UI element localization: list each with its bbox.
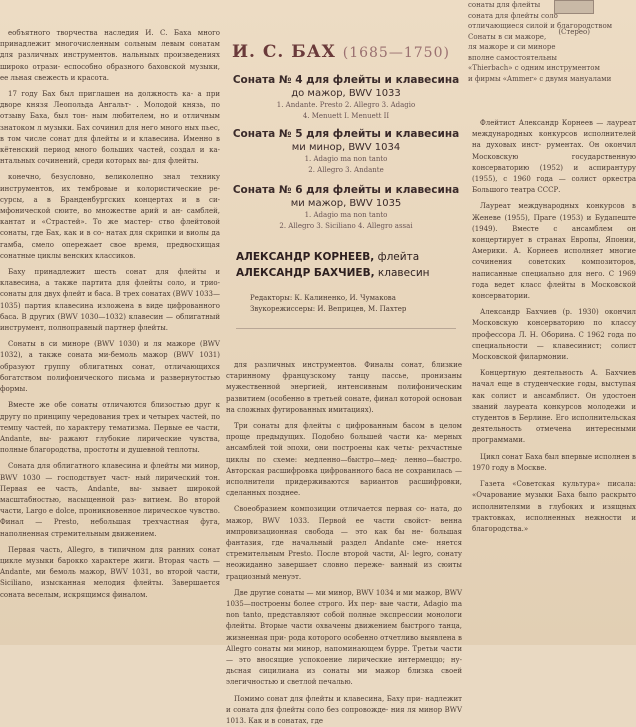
right-paragraph: Флейтист Александр Корнеев — лауреат международных конкурсов исполнителей на духовых инст- рументах. Он окончил Московскую государственную консерваторию (1952) и аспирантуру (1955), с 1960 года — солист оркестра Большого театра СССР.: [472, 119, 636, 195]
sonata-key: ми мажор, BWV 1035: [290, 198, 402, 209]
page-title: [232, 42, 450, 62]
sonata-title: Соната № 5 для флейты и клавесина: [232, 128, 460, 140]
middle-notes-column: [226, 360, 462, 726]
left-paragraph: Первая часть, Allegro, в типичном для ранних сонат цикле музыки барокко характере жиги. Вторая часть — Andante, ми бемоль мажор, BWV 1031, во второй части, Siciliano, изысканная мелодия флейты. Завершается соната веселым, искрящимся финалом.: [0, 545, 220, 599]
performer-role: клавесин: [374, 267, 430, 279]
composer-years: (1685—1750): [342, 45, 450, 61]
sonata-key: до мажор, BWV 1033: [291, 88, 401, 99]
right-top-notes: [468, 0, 636, 112]
middle-paragraph: для различных инструментов. Финалы сонат, близкие старинному французскому танцу пассье, пронизаны мужественной энергией, интенсивным полифоническим развитием (особенно в третьей сонате, финал которой основан на сложных фугированных имитациях).: [226, 361, 462, 414]
right-paragraph: Александр Бахчиев (р. 1930) окончил Московскую консерваторию по классу профессора Л. Н. Оборина. С 1962 года по специальности — клавесинист; солист Московской филармонии.: [472, 308, 636, 362]
sonata-6: [226, 184, 466, 232]
right-top-line: отличающиеся силой и благородством: [468, 22, 613, 30]
right-top-line: сонаты для флейты: [468, 1, 541, 9]
sonata-movements: 1. Adagio ma non tanto: [304, 155, 388, 163]
right-paragraph: Концертную деятельность А. Бахчиев начал еще в студенческие годы, выступая как солист и ансамблист. Он удостоен званий лауреата конкурсов молодежи и студентов в Берлине. Его исполнительская деятельность отмечена интересными программами.: [472, 369, 636, 445]
right-paragraph: Газета «Советская культура» писала: «Очарование музыки Баха было раскрыто исполнителями в глубоких и изящных трактовках, исполненных нежности и благородства.»: [472, 480, 636, 533]
sonata-title: Соната № 6 для флейты и клавесина: [232, 184, 460, 196]
sonata-movements: 4. Menuett I. Menuett II: [302, 112, 390, 120]
sonata-key: ми минор, BWV 1034: [291, 142, 401, 153]
performer-harpsichord: [236, 266, 476, 280]
left-paragraph: Сонаты в си миноре (BWV 1030) и ля мажоре (BWV 1032), а также соната ми-бемоль мажор (BWV 1031) образуют группу облигатных сонат, отличающихся богатством полифонического письма и развернутостью формы.: [0, 340, 220, 394]
left-paragraph: еобъятного творчества наследия И. С. Баха много принадлежит многочисленным сольным левым сонатам для различных инструментов. нальныых произведениях широко отрази- еспособно образного баховской музыки, ее льная свежесть и красота.: [0, 29, 220, 82]
right-top-line: ля мажоре и си миноре: [468, 43, 556, 51]
performer-name: АЛЕКСАНДР БАХЧИЕВ,: [236, 267, 375, 279]
left-paragraph: 17 году Бах был приглашен на должность ка- а при дворе князя Леопольда Ангальт- . Молодой князь, по отзыву Баха, был тон- ным любителем, но и отличным знатоком л музыки. Бах сочинил для него много ных пьес, в том числе сонат для флейты и и клавесина. Именно в кётенский период много больших частей, создал и ка- нтальных сочинений, среди которых вы- для флейты.: [0, 90, 220, 166]
performer-role: флейта: [374, 251, 420, 263]
performer-flute: [236, 250, 476, 264]
left-paragraph: Соната для облигатного клавесина и флейты ми минор, BWV 1030 — господствует част- ный лирический тон. Первая ее часть, Andante, вы- зывает широкой масштабностью, насыщенной раз- витием. Во второй части, Largo e dolce, проникновенное лирическое чувство. Финал — Presto, небольшая трехчастная фуга, наполненная стремительным движением.: [0, 462, 220, 538]
catalog-number: (Стерео): [558, 28, 590, 36]
middle-paragraph: Помимо сонат для флейты и клавесина, Баху при- надлежит и соната для флейты соло без сопровожде- ния ля минор BWV 1013. Как и в сонатах, где: [226, 694, 462, 726]
left-paragraph: конечно, безусловно, великолепно знал технику инструментов, их тембровые и колористические ре- сурсы, а в Бранденбургских концертах и в си- мфонической сюите, во множестве арий и ан- самблей, кантат и «Страстей». То же мастер- ство флейтовой сонаты, где Бах, как и в со- натах для скрипки и виолы да гамба, смело опережает свое время, предвосхищая сонатные циклы венских классиков.: [0, 173, 220, 260]
left-notes-column: [0, 28, 220, 645]
left-paragraph: Вместе же обе сонаты отличаются близостью друг к другу по принципу чередования трех и четырех частей, по темпу частей, по характеру тематизма. Первые ее части, Andante, вы- ражают глубокие лирические чувства, полные благородства, простоты и душевной теплоты.: [0, 401, 220, 455]
sonata-4: [226, 74, 466, 122]
sonata-title: Соната № 4 для флейты и клавесина: [232, 74, 460, 86]
middle-paragraph: Три сонаты для флейты с цифрованным басом в целом проще предыдущих. Подобно большей части ка- мерных ансамблей той эпохи, они построены как четы- рехчастные циклы по схеме: медленно—быстро—мед- ленно—быстро. Авторская расшифровка цифрованного баса не сохранилась — исполнители придерживаются вариантов расшифровки, сделанных позднее.: [226, 422, 462, 498]
right-top-line: вполне самостоятельны: [468, 53, 557, 62]
divider: [236, 328, 456, 329]
right-top-line: «Thierbach» с одним инструментом: [468, 64, 600, 72]
right-paragraph: Цикл сонат Баха был впервые исполнен в 1970 году в Москве.: [472, 452, 636, 472]
sonata-movements: 2. Allegro 3. Andante: [308, 166, 384, 174]
engineers-line: Звукорежиссеры: И. Веприцев, М. Пахтер: [250, 305, 407, 313]
right-top-line: соната для флейты соло: [468, 11, 558, 20]
sonata-movements: 1. Adagio ma non tanto: [304, 211, 388, 219]
right-top-line: Сонаты в си мажоре,: [468, 32, 547, 41]
editors-line: Редакторы: К. Калиненко, И. Чумакова: [250, 294, 396, 302]
sonata-movements: 2. Allegro 3. Siciliano 4. Allegro assai: [279, 222, 413, 230]
composer-name: И. С. БАХ: [232, 42, 336, 62]
middle-paragraph: Две другие сонаты — ми минор, BWV 1034 и ми мажор, BWV 1035—построены более строго. Их пер- вые части, Adagio ma non tanto, представляют собой полные экспрессии монологи флейты. Вторые части охвачены движением быстрого танца, жизненная при- рода которого особенно отчетливо выявлена в Allegro сонаты ми минор, напоминающем бурре. Третьи части — это вносящие успокоение лирические интермеццо; ну- дьсная сицилиана из сонаты ми мажор близка своей элегичностью и светлой печалью.: [226, 588, 462, 687]
performer-name: АЛЕКСАНДР КОРНЕЕВ,: [236, 251, 375, 263]
middle-paragraph: Своеобразием композиции отличается первая со- ната, до мажор, BWV 1033. Первой ее части свойст- венна импровизационная свобода — это как бы не- большая фантазия, где начальный раздел Andante сме- няется стремительным Presto. После второй части, Al- legro, сонату неожиданно завершает словно переже- ванный из сюиты грациозный менуэт.: [226, 505, 462, 581]
credits: [250, 293, 470, 315]
sonata-movements: 1. Andante. Presto 2. Allegro 3. Adagio: [276, 101, 416, 109]
right-paragraph: Лауреат международных конкурсов в Женеве (1955), Праге (1953) и Будапеште (1949). Вместе с ансамблем он концертирует в странах Европы, Японии, Америки. А. Корнеев исполняет многие сочинения советских композиторов, написанные специально для него. С 1969 года ведет класс флейты в Московской консерватории.: [472, 202, 636, 301]
sonata-5: [226, 128, 466, 176]
right-top-line: и фирмы «Ammer» с двумя мануалами: [468, 74, 612, 83]
left-paragraph: Баху принадлежит шесть сонат для флейты и клавесина, а также партита для флейты соло, и трио-сонаты для двух флейт и баса. В трех сонатах (BWV 1033—1035) партия клавесина изложена в виде цифрованного баса. В других (BWV 1030—1032) клавесин — облигатный инструмент, полноправный партнер флейты.: [0, 268, 220, 333]
right-notes-column: [472, 118, 636, 645]
